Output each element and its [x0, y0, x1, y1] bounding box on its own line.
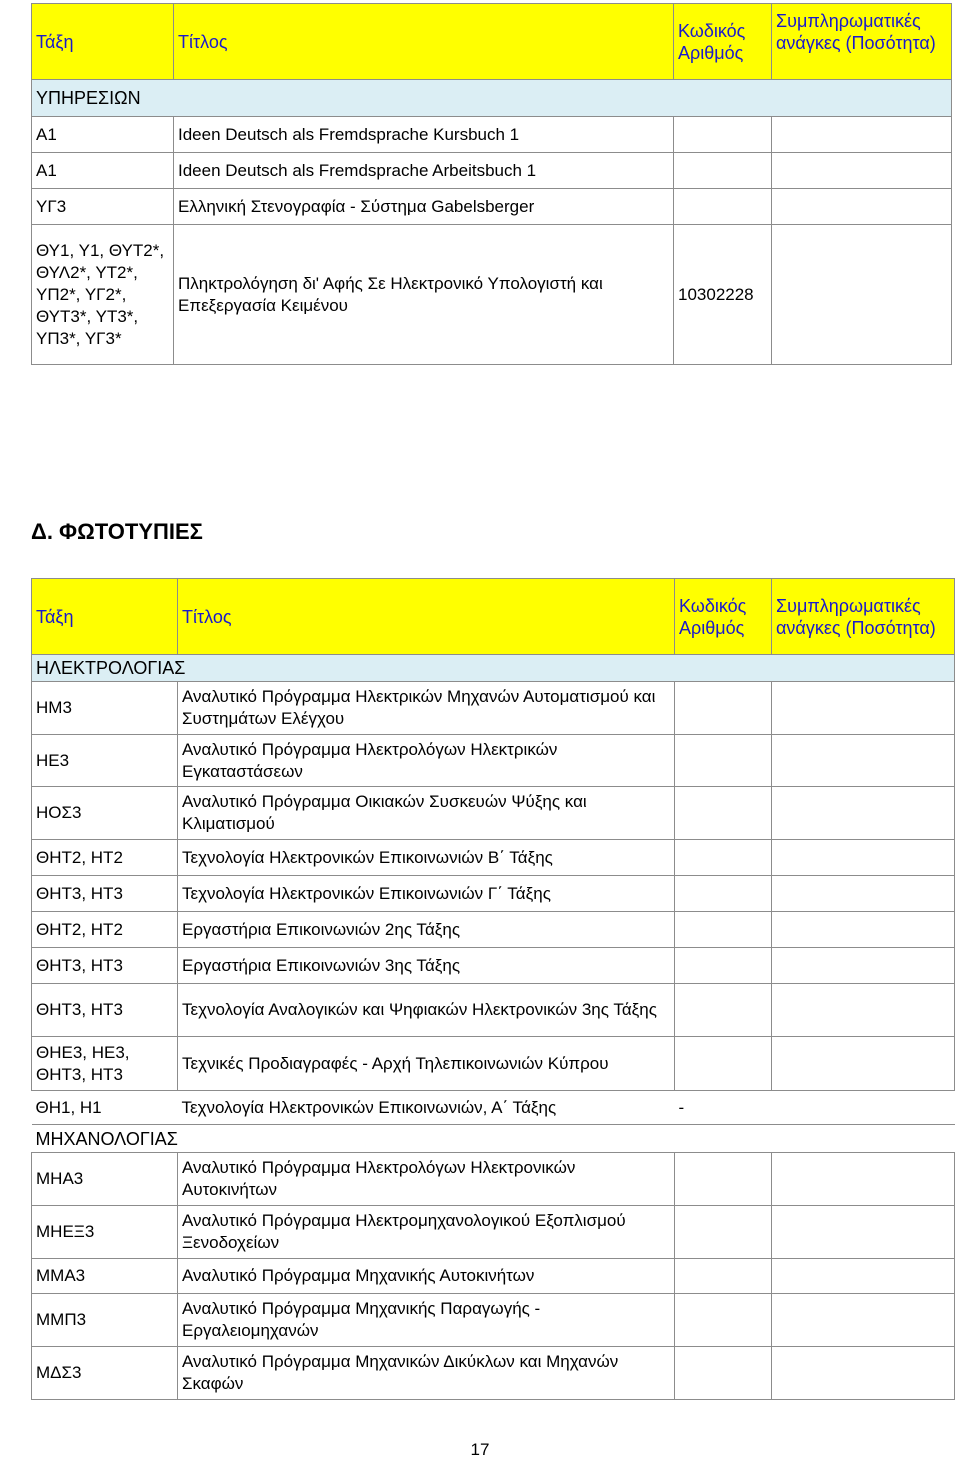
title-cell: Αναλυτικό Πρόγραμμα Οικιακών Συσκευών Ψύξης και Κλιματισμού	[178, 787, 675, 840]
section-row	[32, 655, 955, 682]
table-row	[32, 876, 955, 912]
table-row	[32, 948, 955, 984]
needs-cell[interactable]	[772, 1037, 955, 1091]
needs-cell[interactable]	[772, 1091, 955, 1125]
table-row	[32, 1206, 955, 1259]
header-code: Κωδικός Αριθμός	[674, 4, 772, 80]
class-cell: ΘΥ1, Υ1, ΘΥΤ2*, ΘΥΛ2*, ΥΤ2*, ΥΠ2*, ΥΓ2*, ΘΥΤ3*, ΥΤ3*, ΥΠ3*, ΥΓ3*	[32, 225, 174, 365]
title-cell: Ideen Deutsch als Fremdsprache Arbeitsbuch 1	[174, 153, 674, 189]
header-code: Κωδικός Αριθμός	[675, 579, 772, 655]
needs-cell[interactable]	[772, 984, 955, 1037]
requirements-table-services	[31, 3, 952, 365]
needs-cell[interactable]	[772, 117, 952, 153]
section-title: ΜΗΧΑΝΟΛΟΓΙΑΣ	[32, 1125, 955, 1153]
code-cell	[674, 117, 772, 153]
class-cell: ΘΗΕ3, ΗΕ3, ΘΗΤ3, ΗΤ3	[32, 1037, 178, 1091]
title-cell: Εργαστήρια Επικοινωνιών 2ης Τάξης	[178, 912, 675, 948]
table-row	[32, 1153, 955, 1206]
table-row	[32, 153, 952, 189]
title-cell: Αναλυτικό Πρόγραμμα Ηλεκτρολόγων Ηλεκτρονικών Αυτοκινήτων	[178, 1153, 675, 1206]
title-cell: Αναλυτικό Πρόγραμμα Μηχανικής Αυτοκινήτων	[178, 1259, 675, 1294]
title-cell: Τεχνικές Προδιαγραφές - Αρχή Τηλεπικοινωνιών Κύπρου	[178, 1037, 675, 1091]
table-header	[32, 4, 952, 80]
needs-cell[interactable]	[772, 682, 955, 735]
needs-cell[interactable]	[772, 225, 952, 365]
section-title: ΥΠΗΡΕΣΙΩΝ	[32, 80, 952, 117]
class-cell: ΘΗ1, Η1	[32, 1091, 178, 1125]
table-header	[32, 579, 955, 655]
code-cell	[675, 912, 772, 948]
section-row	[32, 1125, 955, 1153]
section-heading: Δ. ΦΩΤΟΤΥΠΙΕΣ	[31, 519, 203, 544]
title-cell: Τεχνολογία Ηλεκτρονικών Επικοινωνιών Β΄ Τάξης	[178, 840, 675, 876]
section-title: ΗΛΕΚΤΡΟΛΟΓΙΑΣ	[32, 655, 955, 682]
code-cell	[675, 984, 772, 1037]
title-cell: Ideen Deutsch als Fremdsprache Kursbuch 1	[174, 117, 674, 153]
needs-cell[interactable]	[772, 1259, 955, 1294]
class-cell: ΘΗΤ2, ΗΤ2	[32, 912, 178, 948]
title-cell: Αναλυτικό Πρόγραμμα Ηλεκτρομηχανολογικού Εξοπλισμού Ξενοδοχείων	[178, 1206, 675, 1259]
header-class: Τάξη	[32, 4, 174, 80]
needs-cell[interactable]	[772, 1206, 955, 1259]
code-cell	[675, 682, 772, 735]
title-cell: Αναλυτικό Πρόγραμμα Μηχανικής Παραγωγής - Εργαλειομηχανών	[178, 1294, 675, 1347]
page-number: 17	[470, 1440, 490, 1459]
title-cell: Τεχνολογία Ηλεκτρονικών Επικοινωνιών Γ΄ Τάξης	[178, 876, 675, 912]
title-cell: Αναλυτικό Πρόγραμμα Ηλεκτρολόγων Ηλεκτρικών Εγκαταστάσεων	[178, 735, 675, 787]
class-cell: ΗΟΣ3	[32, 787, 178, 840]
header-needs: Συμπληρωματικές ανάγκες (Ποσότητα)	[772, 4, 952, 80]
title-cell: Αναλυτικό Πρόγραμμα Μηχανικών Δικύκλων και Μηχανών Σκαφών	[178, 1347, 675, 1400]
table-row	[32, 1259, 955, 1294]
code-cell: -	[675, 1091, 772, 1125]
class-cell: ΥΓ3	[32, 189, 174, 225]
table-row	[32, 1037, 955, 1091]
code-cell	[675, 1347, 772, 1400]
class-cell: ΜΗΕΞ3	[32, 1206, 178, 1259]
code-cell	[674, 189, 772, 225]
header-class: Τάξη	[32, 579, 178, 655]
requirements-table-photocopies	[31, 578, 955, 1400]
class-cell: ΗΕ3	[32, 735, 178, 787]
title-cell: Εργαστήρια Επικοινωνιών 3ης Τάξης	[178, 948, 675, 984]
class-cell: ΘΗΤ3, ΗΤ3	[32, 948, 178, 984]
class-cell: ΜΜΠ3	[32, 1294, 178, 1347]
needs-cell[interactable]	[772, 787, 955, 840]
needs-cell[interactable]	[772, 912, 955, 948]
code-cell	[675, 787, 772, 840]
title-cell: Πληκτρολόγηση δι' Αφής Σε Ηλεκτρονικό Υπολογιστή και Επεξεργασία Κειμένου	[174, 225, 674, 365]
table-row	[32, 189, 952, 225]
code-cell	[675, 948, 772, 984]
header-needs: Συμπληρωματικές ανάγκες (Ποσότητα)	[772, 579, 955, 655]
code-cell	[675, 1259, 772, 1294]
section-row	[32, 80, 952, 117]
header-title: Τίτλος	[174, 4, 674, 80]
code-cell	[675, 1294, 772, 1347]
needs-cell[interactable]	[772, 840, 955, 876]
title-cell: Τεχνολογία Ηλεκτρονικών Επικοινωνιών, Α΄ Τάξης	[178, 1091, 675, 1125]
class-cell: ΘΗΤ3, ΗΤ3	[32, 876, 178, 912]
code-cell	[675, 1206, 772, 1259]
table-row	[32, 117, 952, 153]
table-row	[32, 1347, 955, 1400]
code-cell	[675, 876, 772, 912]
needs-cell[interactable]	[772, 1347, 955, 1400]
class-cell: ΜΗΑ3	[32, 1153, 178, 1206]
class-cell: ΜΔΣ3	[32, 1347, 178, 1400]
class-cell: Α1	[32, 117, 174, 153]
table-row	[32, 787, 955, 840]
table-row	[32, 840, 955, 876]
title-cell: Αναλυτικό Πρόγραμμα Ηλεκτρικών Μηχανών Αυτοματισμού και Συστημάτων Ελέγχου	[178, 682, 675, 735]
needs-cell[interactable]	[772, 153, 952, 189]
class-cell: ΘΗΤ3, ΗΤ3	[32, 984, 178, 1037]
class-cell: ΜΜΑ3	[32, 1259, 178, 1294]
title-cell: Τεχνολογία Αναλογικών και Ψηφιακών Ηλεκτρονικών 3ης Τάξης	[178, 984, 675, 1037]
needs-cell[interactable]	[772, 189, 952, 225]
title-cell: Ελληνική Στενογραφία - Σύστημα Gabelsberger	[174, 189, 674, 225]
table-row	[32, 735, 955, 787]
class-cell: ΘΗΤ2, ΗΤ2	[32, 840, 178, 876]
table-row	[32, 984, 955, 1037]
class-cell: ΗΜ3	[32, 682, 178, 735]
table-row	[32, 912, 955, 948]
code-cell	[675, 840, 772, 876]
header-title: Τίτλος	[178, 579, 675, 655]
code-cell	[675, 735, 772, 787]
code-cell	[675, 1153, 772, 1206]
needs-cell[interactable]	[772, 876, 955, 912]
needs-cell[interactable]	[772, 735, 955, 787]
code-cell	[675, 1037, 772, 1091]
needs-cell[interactable]	[772, 1153, 955, 1206]
class-cell: Α1	[32, 153, 174, 189]
table-row	[32, 1091, 955, 1125]
table-row	[32, 1294, 955, 1347]
needs-cell[interactable]	[772, 948, 955, 984]
code-cell: 10302228	[674, 225, 772, 365]
table-row	[32, 682, 955, 735]
table-row	[32, 225, 952, 365]
code-cell	[674, 153, 772, 189]
needs-cell[interactable]	[772, 1294, 955, 1347]
